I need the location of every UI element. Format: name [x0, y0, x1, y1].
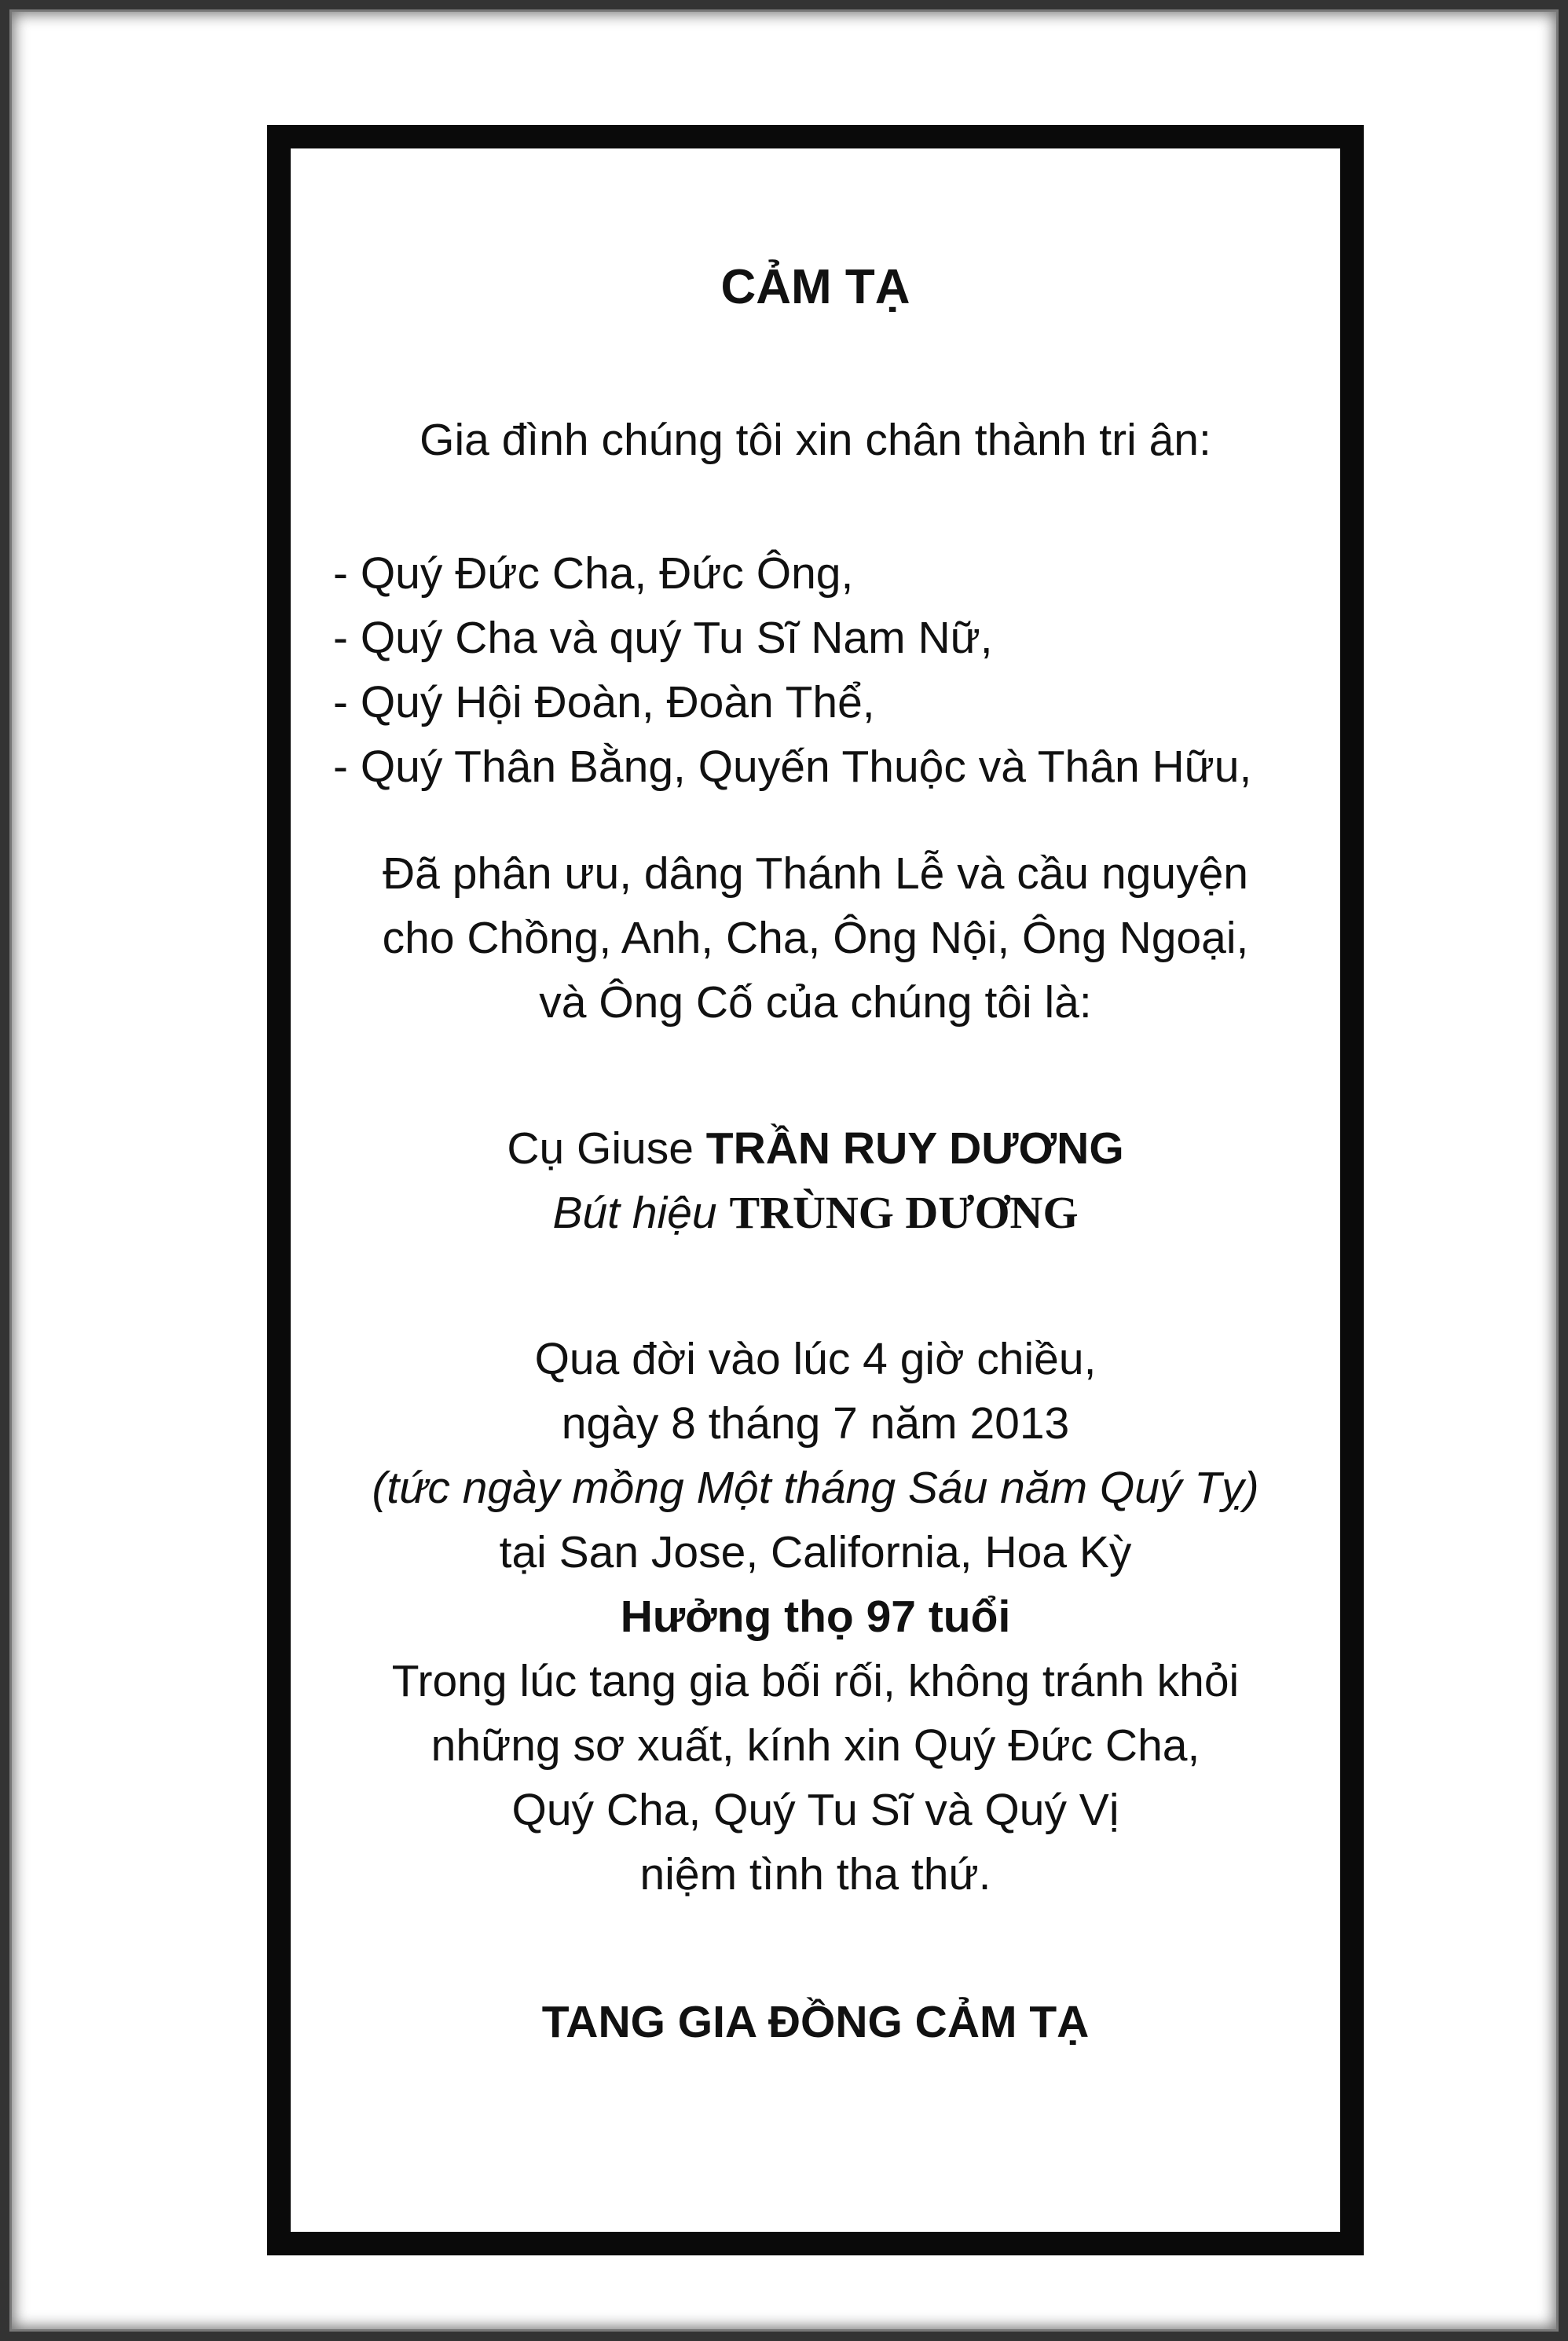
list-item: - Quý Thân Bằng, Quyến Thuộc và Thân Hữu, [333, 742, 1252, 792]
pen-name-prefix: Bút hiệu [552, 1188, 730, 1238]
closing-signature: TANG GIA ĐỒNG CẢM TẠ [541, 1997, 1090, 2047]
pen-name: TRÙNG DƯƠNG [729, 1187, 1079, 1238]
recipient-list [333, 541, 1340, 799]
list-item: - Quý Hội Đoàn, Đoàn Thể, [333, 677, 875, 727]
paragraph-line: và Ông Cố của chúng tôi là: [539, 977, 1092, 1028]
age-line: Hưởng thọ 97 tuổi [620, 1592, 1011, 1642]
apology-line: những sơ xuất, kính xin Quý Đức Cha, [430, 1720, 1200, 1771]
apology-line: Quý Cha, Quý Tu Sĩ và Quý Vị [511, 1785, 1119, 1835]
paragraph-line: Đã phân ưu, dâng Thánh Lễ và cầu nguyện [383, 848, 1248, 899]
lunar-date-line: (tức ngày mồng Một tháng Sáu năm Quý Tỵ) [372, 1463, 1259, 1513]
death-place-line: tại San Jose, California, Hoa Kỳ [499, 1527, 1132, 1577]
notice-card [267, 125, 1364, 2255]
pen-name-line [291, 1181, 1340, 1245]
deceased-prefix: Cụ Giuse [507, 1123, 706, 1174]
death-line: ngày 8 tháng 7 năm 2013 [561, 1398, 1070, 1449]
list-item: - Quý Cha và quý Tu Sĩ Nam Nữ, [333, 613, 993, 663]
death-line: Qua đời vào lúc 4 giờ chiều, [534, 1334, 1097, 1384]
paragraph-line: cho Chồng, Anh, Cha, Ông Nội, Ông Ngoại, [382, 913, 1249, 963]
apology-line: niệm tình tha thứ. [639, 1849, 991, 1900]
intro-text: Gia đình chúng tôi xin chân thành tri ân: [419, 415, 1211, 465]
deceased-name: TRẦN RUY DƯƠNG [705, 1123, 1124, 1174]
list-item: - Quý Đức Cha, Đức Ông, [333, 548, 854, 599]
apology-line: Trong lúc tang gia bối rối, không tránh khỏi [391, 1656, 1240, 1706]
deceased-name-line [291, 1116, 1340, 1181]
notice-title: CẢM TẠ [720, 260, 910, 314]
